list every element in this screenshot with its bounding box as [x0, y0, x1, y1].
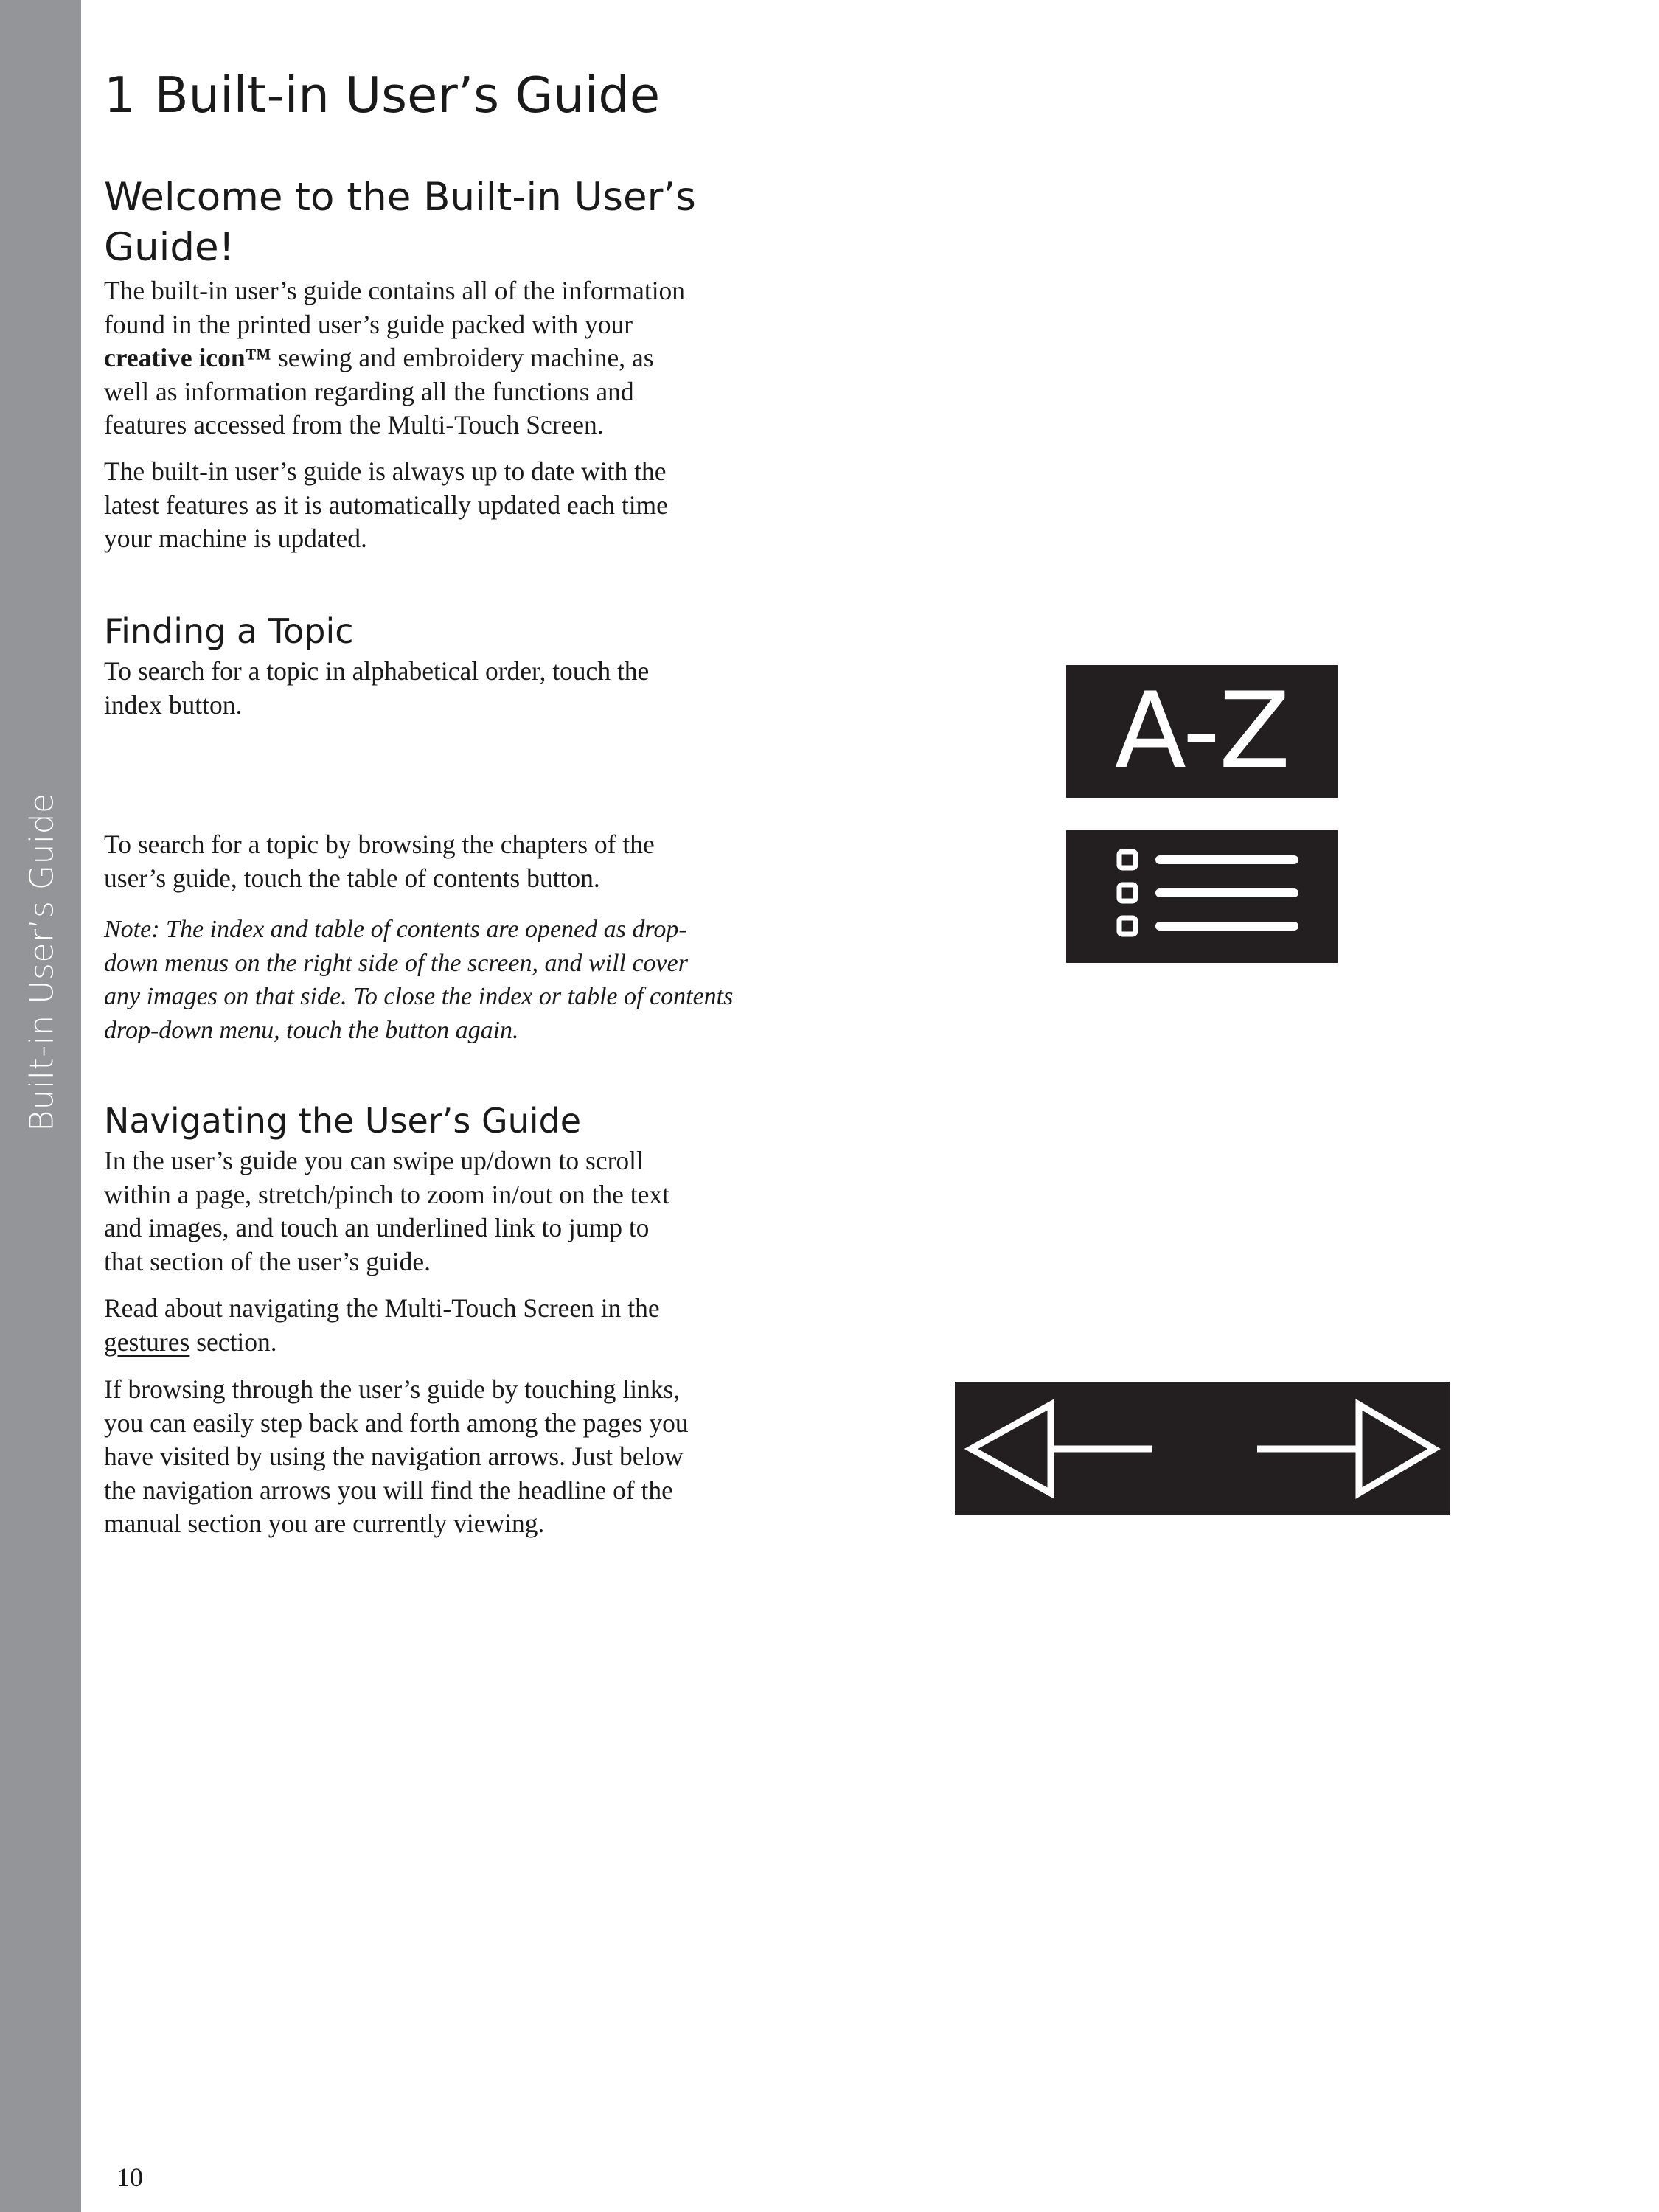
welcome-paragraph-2	[104, 455, 812, 556]
index-button[interactable]	[1066, 665, 1338, 798]
text-line: Note: The index and table of contents are opened as drop-	[104, 916, 687, 943]
text-line: any images on that side. To close the index or table of contents	[104, 983, 734, 1010]
text-line: have visited by using the navigation arrows. Just below	[104, 1441, 684, 1471]
chapter-title	[104, 66, 660, 124]
text-line: drop-down menu, touch the button again.	[104, 1016, 519, 1044]
welcome-heading-line-1: Welcome to the Built-in User’s	[104, 175, 696, 220]
text-line: latest features as it is automatically updated each time	[104, 490, 668, 520]
text-line: your machine is updated.	[104, 524, 367, 553]
text-line: sewing and embroidery machine, as	[271, 343, 654, 372]
text-line: and images, and touch an underlined link to jump to	[104, 1213, 650, 1242]
chapter-number: 1	[104, 66, 136, 124]
welcome-paragraph-1	[104, 274, 812, 442]
finding-paragraph-index	[104, 655, 812, 722]
welcome-heading	[104, 173, 738, 273]
text-line: you can easily step back and forth among the pages you	[104, 1408, 689, 1438]
finding-paragraph-contents	[104, 828, 812, 895]
navigating-heading: Navigating the User’s Guide	[104, 1101, 582, 1141]
navigating-paragraph-3	[104, 1373, 812, 1541]
toc-bullet	[1119, 852, 1135, 868]
text-line: down menus on the right side of the screen, and will cover	[104, 949, 688, 977]
text-line: Read about navigating the Multi-Touch Screen in the	[104, 1293, 660, 1323]
text-line: The built-in user’s guide is always up to date with the	[104, 456, 667, 486]
table-of-contents-icon	[1066, 830, 1338, 963]
text-line: well as information regarding all the functions and	[104, 376, 634, 406]
finding-note	[104, 913, 812, 1047]
navigating-paragraph-2	[104, 1292, 812, 1359]
text-line: If browsing through the user’s guide by touching links,	[104, 1374, 681, 1404]
toc-bullet	[1119, 885, 1135, 901]
text-line: index button.	[104, 689, 243, 720]
navigation-arrows-graphic	[955, 1382, 1450, 1515]
chapter-title-text: Built-in User’s Guide	[154, 66, 661, 124]
sidebar-section-label: Built-in User’s Guide	[23, 793, 61, 1132]
text-line: manual section you are currently viewing.	[104, 1509, 545, 1538]
product-name: creative icon™	[104, 343, 272, 372]
forward-arrow-icon[interactable]	[1257, 1405, 1434, 1493]
page-number: 10	[116, 2163, 143, 2192]
text-line: that section of the user’s guide.	[104, 1246, 431, 1276]
back-arrow-icon[interactable]	[971, 1405, 1152, 1493]
navigation-arrows	[955, 1382, 1450, 1515]
text-line: To search for a topic by browsing the chapters of the	[104, 830, 655, 859]
toc-bullet	[1119, 918, 1135, 934]
section-sidebar	[0, 0, 81, 2212]
text-line: features accessed from the Multi-Touch Screen.	[104, 410, 604, 439]
index-icon: A-Z	[1114, 670, 1290, 792]
text-line: user’s guide, touch the table of contents button.	[104, 863, 600, 893]
text-line: found in the printed user’s guide packed with your	[104, 309, 633, 339]
welcome-heading-line-2: Guide!	[104, 225, 234, 270]
gestures-link[interactable]: gestures	[104, 1326, 190, 1357]
table-of-contents-button[interactable]	[1066, 830, 1338, 963]
text-line: the navigation arrows you will find the headline of the	[104, 1475, 673, 1505]
finding-topic-heading: Finding a Topic	[104, 611, 354, 651]
text-line: within a page, stretch/pinch to zoom in/out on the text	[104, 1179, 670, 1209]
text-line: To search for a topic in alphabetical order, touch the	[104, 656, 650, 686]
text-line: The built-in user’s guide contains all of the information	[104, 276, 686, 305]
text-line: section.	[189, 1326, 277, 1357]
navigating-paragraph-1	[104, 1144, 812, 1279]
text-line: In the user’s guide you can swipe up/down to scroll	[104, 1146, 644, 1175]
